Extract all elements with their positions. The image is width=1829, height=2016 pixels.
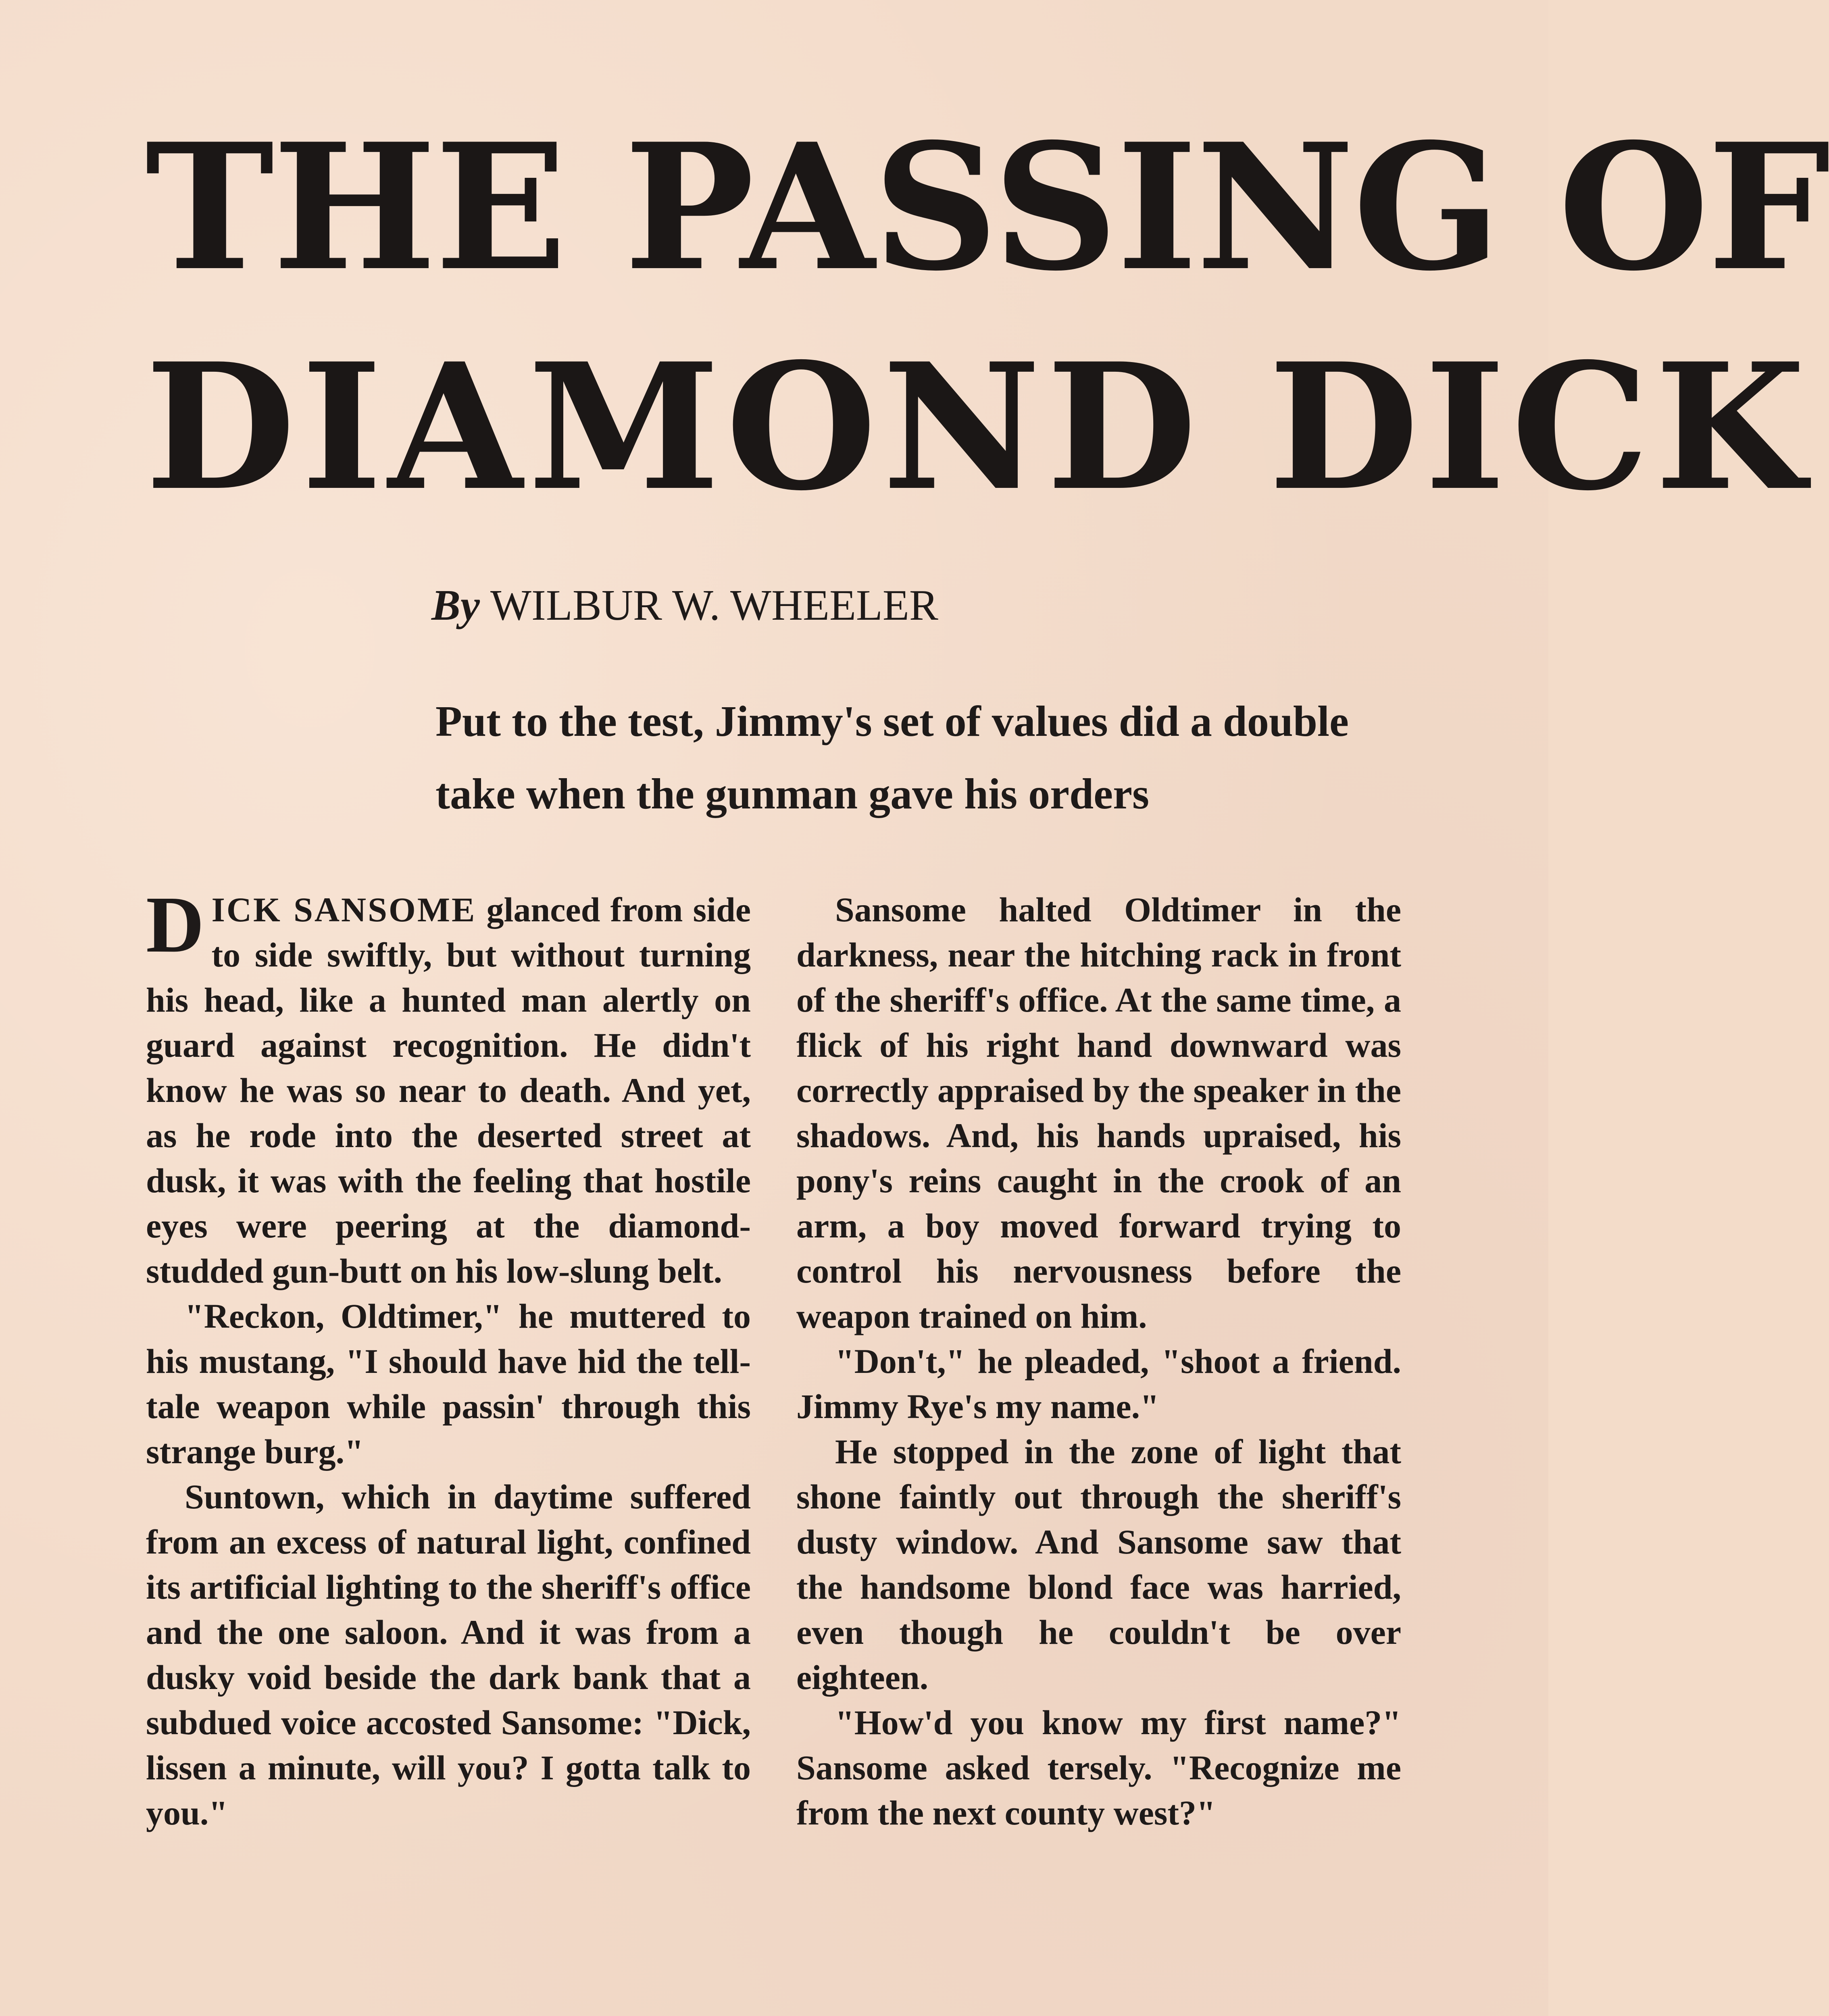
story-title-line-2: DIAMOND DICK [145,325,1811,529]
author-name: WILBUR W. WHEELER [490,581,938,629]
paragraph-text: glanced from side to side swiftly, but without turning his head, like a hunted man alertly on guard against recognition. He didn't know he was so near to death. And yet, as he rode into the deserted street at dusk, it was with the feeling that hostile eyes were peering at the diamond-studded gun-butt on his low-slung belt. [146,890,751,1290]
byline-prefix: By [431,581,480,629]
paragraph: He stopped in the zone of light that shone faintly out through the sheriff's dusty window. And Sansome saw that the handsome blond face was harried, even though he couldn't be over eighteen. [796,1432,1401,1697]
paragraph [146,880,751,1293]
text-column-left [146,880,751,1835]
paragraph: "Don't," he pleaded, "shoot a friend. Jimmy Rye's my name." [796,1342,1401,1426]
lead-in: ICK SANSOME [211,890,477,929]
paragraph: Sansome halted Oldtimer in the darkness, near the hitching rack in front of the sheriff's office. At the same time, a flick of his right hand downward was correctly appraised by the speaker in the shadows. And, his hands upraised, his pony's reins caught in the crook of an arm, a boy moved forward trying to control his nervousness before the weapon trained on him. [796,890,1401,1335]
byline [431,581,1319,631]
story-title-line-1: THE PASSING OF [145,106,1829,309]
paragraph: Suntown, which in daytime suffered from an excess of natural light, confined its artificial lighting to the sheriff's office and the one saloon. And it was from a dusky void beside the dark bank that a subdued voice accosted Sansome: "Dick, lissen a minute, will you? I gotta talk to you." [146,1477,751,1832]
story-blurb: Put to the test, Jimmy's set of values did a double take when the gunman gave his orders [435,698,1349,818]
paragraph: "Reckon, Oldtimer," he muttered to his mustang, "I should have hid the tell-tale weapon while passin' through this strange burg." [146,1297,751,1471]
drop-cap: D [146,880,204,969]
paragraph: "How'd you know my first name?" Sansome asked tersely. "Recognize me from the next county west?" [796,1703,1401,1832]
text-column-right [796,887,1401,1835]
